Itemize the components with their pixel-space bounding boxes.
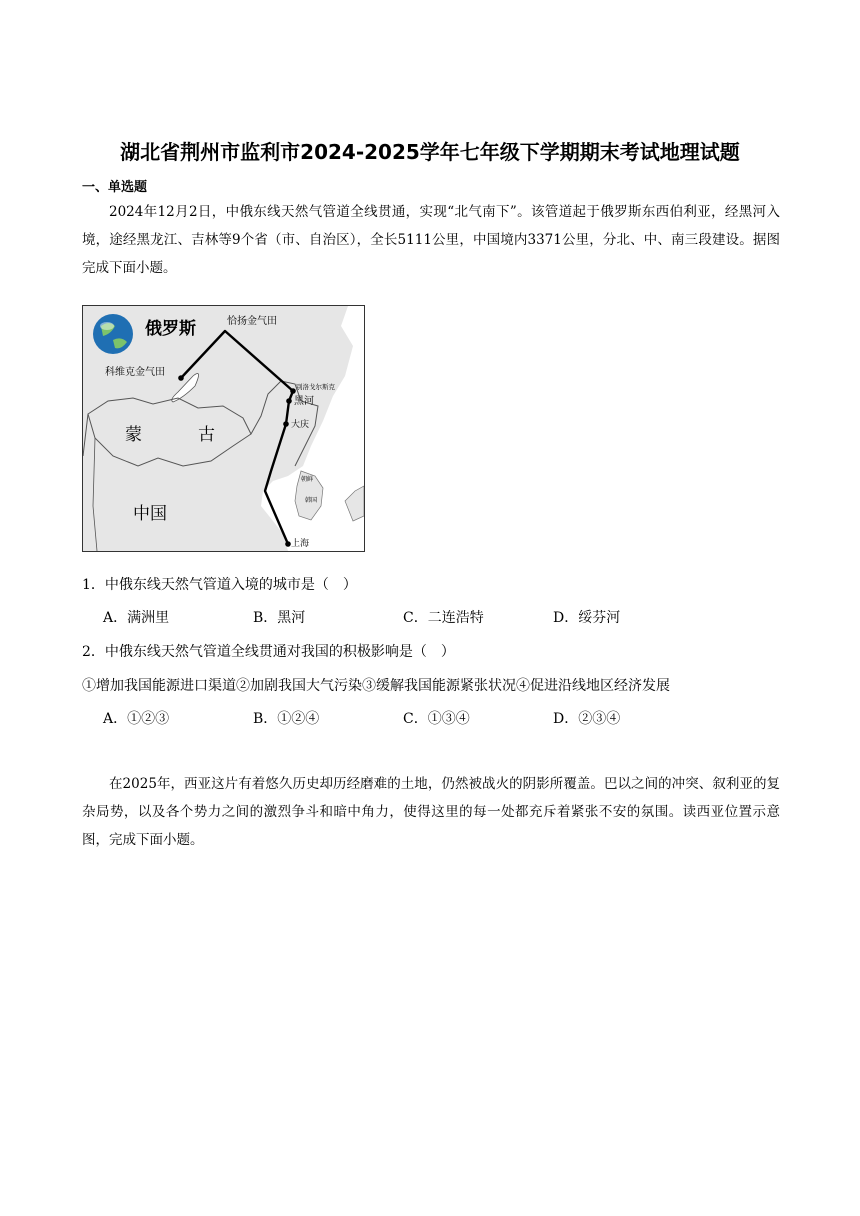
question-2-stem: 2．中俄东线天然气管道全线贯通对我国的积极影响是（ ） bbox=[82, 644, 455, 660]
q1-option-d[interactable]: D．绥芬河 bbox=[553, 610, 621, 626]
q1-option-a[interactable]: A．满洲里 bbox=[103, 610, 170, 626]
label-blagoveshchensk: 别洛戈尔斯克 bbox=[296, 383, 335, 391]
q2-option-a[interactable]: A．①②③ bbox=[103, 711, 170, 727]
q1-option-c[interactable]: C．二连浩特 bbox=[403, 610, 484, 626]
pipeline-map bbox=[82, 305, 365, 552]
label-kovykta: 科维克金气田 bbox=[105, 367, 165, 378]
daqing-dot bbox=[283, 421, 289, 427]
label-shanghai: 上海 bbox=[291, 539, 310, 549]
q1-option-b[interactable]: B．黑河 bbox=[253, 610, 306, 626]
label-russia: 俄罗斯 bbox=[145, 319, 196, 339]
label-heihe: 黑河 bbox=[294, 396, 314, 407]
question-1-stem: 1．中俄东线天然气管道入境的城市是（ ） bbox=[82, 577, 357, 593]
label-mongolia-1: 蒙 bbox=[125, 425, 142, 445]
heihe-dot bbox=[286, 398, 292, 404]
kovykta-dot bbox=[178, 375, 184, 381]
label-china: 中国 bbox=[133, 504, 167, 524]
question-1-options bbox=[103, 607, 703, 627]
label-north-korea: 朝鲜 bbox=[301, 476, 314, 483]
question-2-options bbox=[103, 708, 703, 728]
q2-option-b[interactable]: B．①②④ bbox=[253, 711, 320, 727]
question-2-statements: ①增加我国能源进口渠道②加剧我国大气污染③缓解我国能源紧张状况④促进沿线地区经济发展 bbox=[82, 678, 670, 694]
page-title: 湖北省荆州市监利市2024-2025学年七年级下学期期末考试地理试题 bbox=[120, 140, 740, 164]
label-chayanda: 恰扬金气田 bbox=[227, 316, 277, 327]
globe-icon bbox=[93, 314, 133, 354]
blagoveshchensk-dot bbox=[290, 388, 296, 394]
label-south-korea: 韩国 bbox=[305, 497, 318, 504]
passage-west-asia: 在2025年，西亚这片有着悠久历史却历经磨难的土地，仍然被战火的阴影所覆盖。巴以之间的冲突、叙利亚的复杂局势，以及各个势力之间的激烈争斗和暗中角力，使得这里的每一处都充斥着紧张不安的氛围。读西亚位置示意图，完成下面小题。 bbox=[82, 776, 780, 848]
q2-option-c[interactable]: C．①③④ bbox=[403, 711, 470, 727]
section-heading: 一、单选题 bbox=[82, 180, 148, 195]
passage-gas-pipeline: 2024年12月2日，中俄东线天然气管道全线贯通，实现“北气南下”。该管道起于俄罗斯东西伯利亚，经黑河入境，途经黑龙江、吉林等9个省（市、自治区），全长5111公里，中国境内3371公里，分北、中、南三段建设。据图完成下面小题。 bbox=[82, 204, 780, 276]
label-daqing: 大庆 bbox=[291, 420, 310, 430]
label-mongolia-2: 古 bbox=[198, 425, 215, 445]
shanghai-dot bbox=[285, 541, 291, 547]
q2-option-d[interactable]: D．②③④ bbox=[553, 711, 621, 727]
